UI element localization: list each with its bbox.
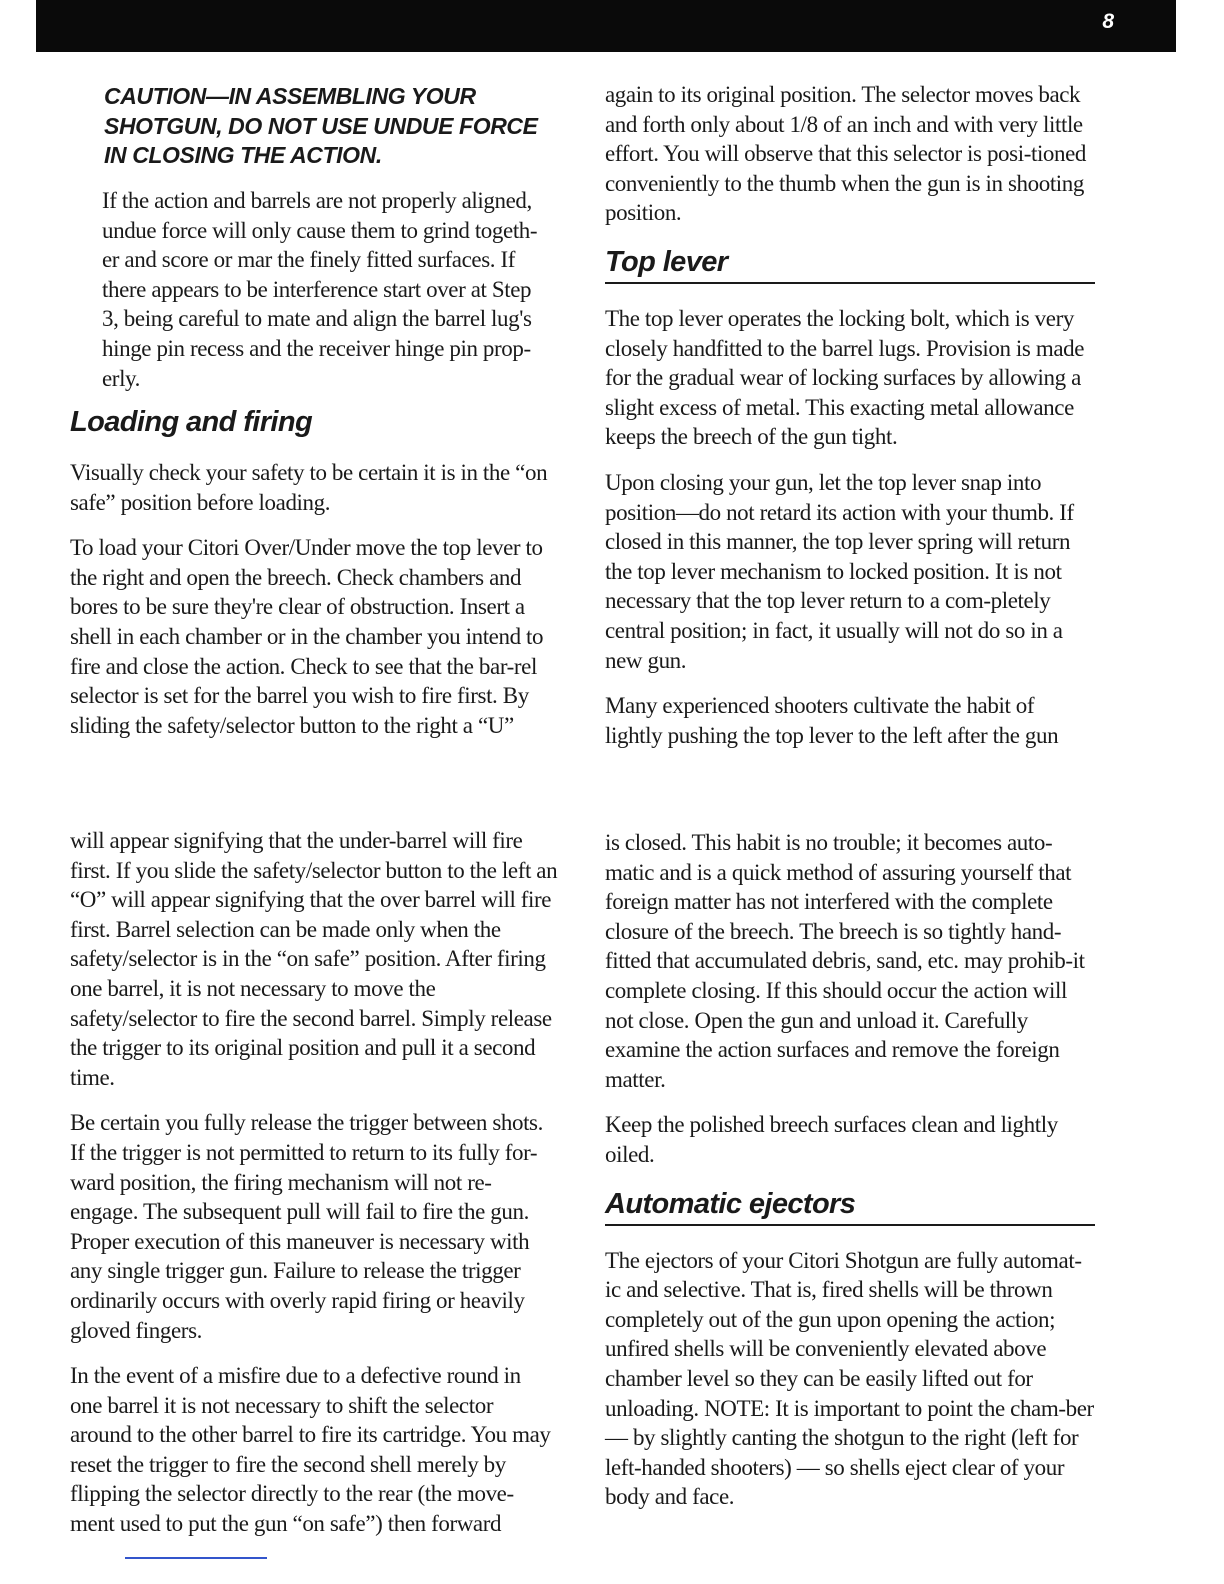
paragraph-release-trigger: Be certain you fully release the trigger between shots. If the trigger is not permitted to return to its fully for-ward position, the firing mechanism will not re-engage. The subsequent pull will fail to fire the gun. Proper execution of this maneuver is necessary with any single trigger gun. Failure to release the trigger ordinarily occurs with overly rapid firing or heavily gloved fingers. bbox=[70, 1110, 543, 1343]
header-bar bbox=[36, 0, 1176, 52]
paragraph-closing: Upon closing your gun, let the top lever snap into position—do not retard its action with your thumb. If closed in this manner, the top lever spring will return the top lever mechanism to locked position. It is not necessary that the top lever return to a com-pletely central position; in fact, it usually will not do so in a new gun. bbox=[605, 469, 1074, 673]
paragraph-closed: is closed. This habit is no trouble; it becomes auto-matic and is a quick method of assuring yourself that foreign matter has not interfered with the complete closure of the breech. The breech is so tightly hand-fitted that accumulated debris, sand, etc. may prohib-it complete closing. If this should occur the action will not close. Open the gun and unload it. Carefully examine the action surfaces and remove the foreign matter. bbox=[605, 830, 1085, 1092]
paragraph-under-barrel: will appear signifying that the under-barrel will fire first. If you slide the safety/selector button to the left an “O” will appear signifying that the over barrel will fire first. Barrel selection can be made only when the safety/selector is in the “on safe” position. After firing one barrel, it is not necessary to move the safety/selector to fire the second barrel. Simply release the trigger to its original position and pull it a second time. bbox=[70, 828, 558, 1090]
paragraph-alignment: If the action and barrels are not properly aligned, undue force will only cause them to grind togeth-er and score or mar the finely fitted surfaces. If there appears to be interference start over at Step 3, being careful to mate and align the barrel lug's hinge pin recess and the receiver hinge pin prop-erly. bbox=[102, 188, 538, 391]
top-left-loading bbox=[70, 404, 558, 756]
paragraph-load: To load your Citori Over/Under move the top lever to the right and open the breech. Check chambers and bores to be sure they're clear of obstruction. Insert a shell in each chamber or in the chamber you intend to fire and close the action. Check to see that the bar-rel selector is set for the barrel you wish to fire first. By sliding the safety/selector button to the right a “U” bbox=[70, 535, 544, 738]
caution-note: CAUTION—IN ASSEMBLING YOUR SHOTGUN, DO NOT USE UNDUE FORCE IN CLOSING THE ACTION. bbox=[104, 83, 538, 169]
bottom-right-column bbox=[605, 828, 1095, 1528]
paragraph-ejectors: The ejectors of your Citori Shotgun are fully automat-ic and selective. That is, fired shells will be thrown completely out of the gun upon opening the action; unfired shells will be conveniently elevated above chamber level so they can be easily lifted out for unloading. NOTE: It is important to point the cham-ber — by slightly canting the shotgun to the right (left for left-handed shooters) — so shells eject clear of your body and face. bbox=[605, 1247, 1094, 1510]
paragraph-selector-continued: again to its original position. The selector moves back and forth only about 1/8 of an inch and with very little effort. You will observe that this selector is posi-tioned conveniently to the thumb when the gun is in shooting position. bbox=[605, 82, 1087, 226]
footer-rule bbox=[125, 1557, 267, 1559]
paragraph-misfire: In the event of a misfire due to a defective round in one barrel it is not necessary to shift the selector around to the other barrel to fire its cartridge. You may reset the trigger to fire the second shell merely by flipping the selector directly to the rear (the move-ment used to put the gun “on safe”) then forward bbox=[70, 1363, 551, 1537]
paragraph-habit: Many experienced shooters cultivate the habit of lightly pushing the top lever to the left after the gun bbox=[605, 693, 1059, 748]
bottom-left-column bbox=[70, 826, 558, 1555]
heading-automatic-ejectors: Automatic ejectors bbox=[605, 1186, 1095, 1226]
paragraph-keep-clean: Keep the polished breech surfaces clean and lightly oiled. bbox=[605, 1112, 1058, 1167]
top-right-column bbox=[605, 80, 1095, 766]
top-left-column bbox=[104, 82, 556, 187]
paragraph-top-lever: The top lever operates the locking bolt, which is very closely handfitted to the barrel lugs. Provision is made for the gradual wear of locking surfaces by allowing a slight excess of metal. This exacting metal allowance keeps the breech of the gun tight. bbox=[605, 305, 1085, 450]
paragraph-safety-check: Visually check your safety to be certain it is in the “on safe” position before loading. bbox=[70, 460, 548, 515]
page-number: 8 bbox=[1102, 10, 1114, 33]
heading-loading-and-firing: Loading and firing bbox=[70, 406, 313, 438]
heading-top-lever: Top lever bbox=[605, 244, 1095, 284]
top-left-column-body bbox=[102, 186, 552, 409]
